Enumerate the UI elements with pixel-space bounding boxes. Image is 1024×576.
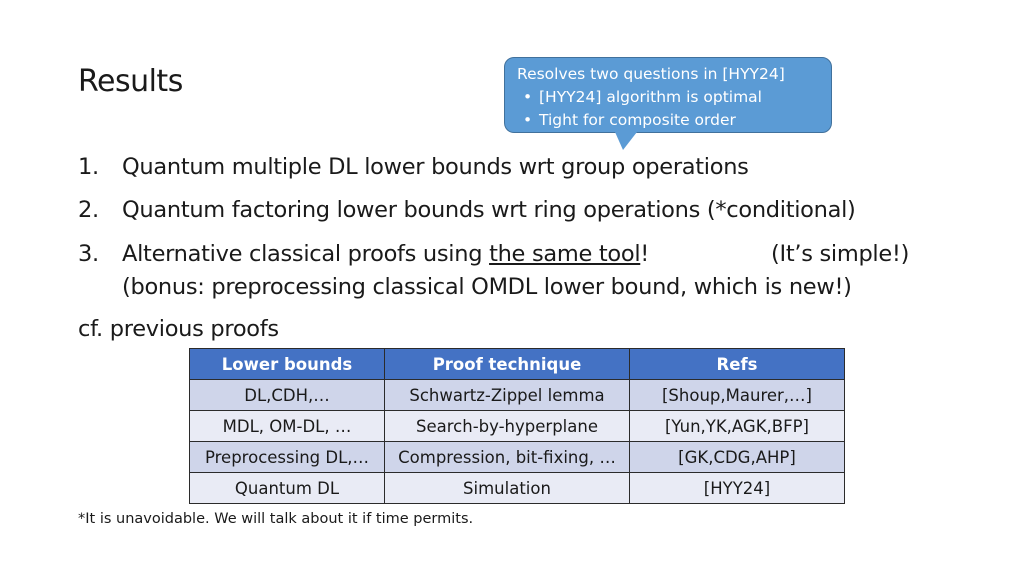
table-cell: Preprocessing DL,… <box>190 442 385 473</box>
callout-heading: Resolves two questions in [HYY24] <box>517 65 785 83</box>
underlined-phrase: the same tool <box>489 241 641 267</box>
table-cell: Quantum DL <box>190 473 385 504</box>
table-cell: Compression, bit-fixing, … <box>385 442 630 473</box>
table-row <box>190 380 845 411</box>
cf-label: cf. previous proofs <box>78 316 279 342</box>
table-cell: [Yun,YK,AGK,BFP] <box>630 411 845 442</box>
column-header: Proof technique <box>385 349 630 380</box>
callout-pointer <box>615 132 637 150</box>
table-row <box>190 442 845 473</box>
aside-note: (It’s simple!) <box>771 241 910 267</box>
table-row <box>190 411 845 442</box>
table-cell: Schwartz-Zippel lemma <box>385 380 630 411</box>
footnote: *It is unavoidable. We will talk about it if time permits. <box>78 511 474 527</box>
column-header: Lower bounds <box>190 349 385 380</box>
table-header-row <box>190 349 845 380</box>
item-text: Quantum factoring lower bounds wrt ring operations (*conditional) <box>122 197 856 223</box>
comparison-table <box>189 348 845 504</box>
table-cell: DL,CDH,… <box>190 380 385 411</box>
callout-bullet: • Tight for composite order <box>517 109 819 132</box>
item-number: 1. <box>78 154 99 180</box>
item-text: Quantum multiple DL lower bounds wrt group operations <box>122 154 749 180</box>
table-row <box>190 473 845 504</box>
bullet-icon: • <box>523 88 533 106</box>
callout-box <box>504 57 832 133</box>
table-cell: Simulation <box>385 473 630 504</box>
item-number: 2. <box>78 197 99 223</box>
item-text: (bonus: preprocessing classical OMDL lower bound, which is new!) <box>122 274 852 300</box>
item-number: 3. <box>78 241 99 267</box>
table-cell: [GK,CDG,AHP] <box>630 442 845 473</box>
item-text: Alternative classical proofs using the same tool! <box>122 241 650 267</box>
slide-title: Results <box>78 64 183 99</box>
table-cell: [HYY24] <box>630 473 845 504</box>
bullet-icon: • <box>523 111 533 129</box>
column-header: Refs <box>630 349 845 380</box>
table-cell: MDL, OM-DL, … <box>190 411 385 442</box>
table-cell: Search-by-hyperplane <box>385 411 630 442</box>
callout-bullet: • [HYY24] algorithm is optimal <box>517 86 819 109</box>
table-cell: [Shoup,Maurer,…] <box>630 380 845 411</box>
